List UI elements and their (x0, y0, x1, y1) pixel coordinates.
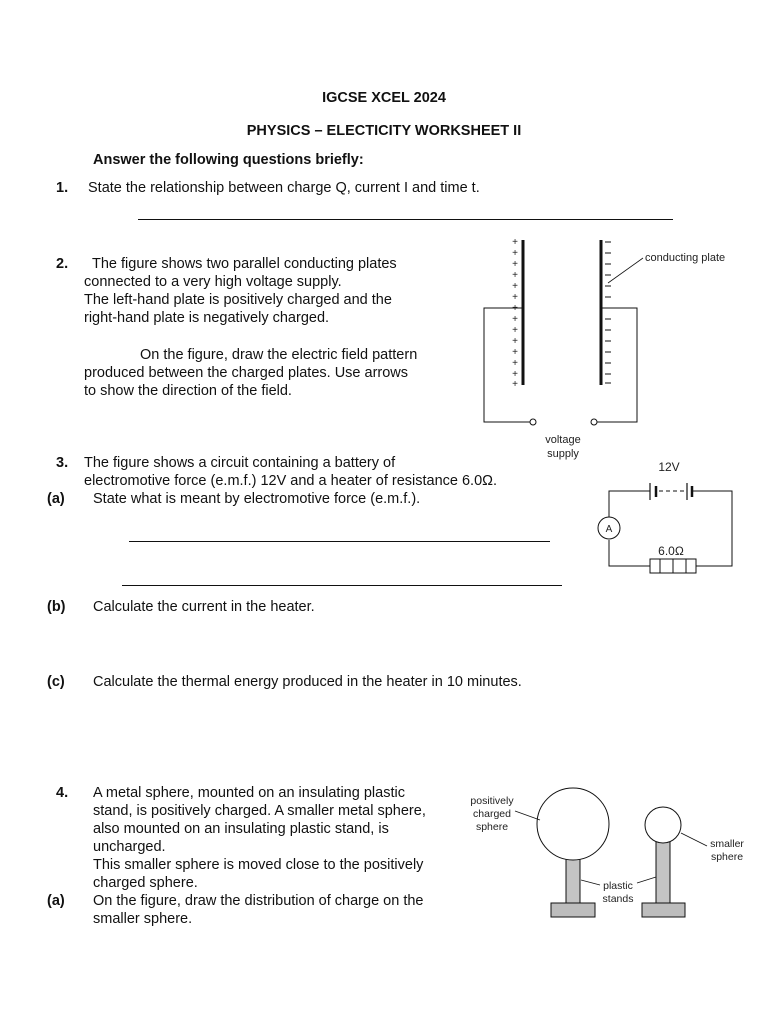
q1-text: State the relationship between charge Q, current I and time t. (88, 180, 480, 196)
q3b-label: (b) (47, 599, 66, 615)
q4a-line1: On the figure, draw the distribution of charge on the (93, 893, 424, 909)
stand-label-1: plastic (603, 880, 633, 892)
worksheet-subtitle: PHYSICS – ELECTICITY WORKSHEET II (246, 123, 522, 139)
ammeter-label: A (605, 524, 613, 535)
svg-text:+: + (512, 379, 518, 390)
voltage-label: voltage (545, 434, 581, 446)
small-stand-rod (656, 841, 670, 903)
q3a-label: (a) (47, 491, 65, 507)
resistor-label: 6.0Ω (658, 544, 684, 558)
q4-line6: charged sphere. (93, 875, 198, 891)
pos-label-pointer (515, 811, 540, 820)
q3-line2: electromotive force (e.m.f.) 12V and a heater of resistance 6.0Ω. (84, 473, 498, 489)
small-label-pointer (681, 833, 707, 846)
q3b-text: Calculate the current in the heater. (93, 599, 315, 615)
svg-text:+: + (512, 303, 518, 314)
svg-text:+: + (512, 369, 518, 380)
q2-line5: On the figure, draw the electric field pattern (140, 347, 418, 363)
svg-text:+: + (512, 325, 518, 336)
q2-line6: produced between the charged plates. Use arrows (84, 365, 409, 381)
q3c-label: (c) (47, 674, 65, 690)
svg-text:+: + (512, 281, 518, 292)
q2-line4: right-hand plate is negatively charged. (84, 310, 330, 326)
q3-line1: The figure shows a circuit containing a battery of (84, 455, 396, 471)
large-sphere (537, 788, 609, 860)
q2-number: 2. (56, 256, 69, 272)
svg-text:+: + (512, 347, 518, 358)
stand-label-pointer-2 (637, 877, 656, 883)
q4-number: 4. (56, 785, 69, 801)
svg-text:+: + (512, 237, 518, 248)
q2-line3: The left-hand plate is positively charged and the (84, 292, 392, 308)
q2-line1: The figure shows two parallel conducting plates (92, 256, 397, 272)
q4-line2: stand, is positively charged. A smaller metal sphere, (93, 803, 426, 819)
q2-line7: to show the direction of the field. (84, 383, 292, 399)
small-label-2: sphere (710, 851, 744, 863)
supply-label: supply (547, 448, 579, 460)
small-label-1: smaller (710, 838, 744, 850)
small-stand-base (642, 903, 685, 917)
pos-label-3: sphere (475, 821, 509, 833)
large-stand-base (551, 903, 595, 917)
battery-label: 12V (658, 460, 680, 474)
stand-label-2: stands (602, 893, 634, 905)
instruction: Answer the following questions briefly: (93, 152, 364, 168)
q4a-line2: smaller sphere. (93, 911, 193, 927)
q4a-label: (a) (47, 893, 65, 909)
q4-line1: A metal sphere, mounted on an insulating plastic (93, 785, 405, 801)
q3c-text: Calculate the thermal energy produced in the heater in 10 minutes. (93, 674, 522, 690)
svg-text:+: + (512, 336, 518, 347)
worksheet-title: IGCSE XCEL 2024 (322, 90, 446, 106)
q4-line3: also mounted on an insulating plastic stand, is (93, 821, 389, 837)
q4-line4: uncharged. (93, 839, 166, 855)
svg-text:+: + (512, 358, 518, 369)
svg-text:+: + (512, 292, 518, 303)
large-stand-rod (566, 856, 580, 903)
svg-text:+: + (512, 248, 518, 259)
stand-label-pointer-1 (581, 880, 600, 885)
svg-text:+: + (512, 270, 518, 281)
q3a-text: State what is meant by electromotive force (e.m.f.). (93, 491, 421, 507)
q1-number: 1. (56, 180, 69, 196)
q2-line2: connected to a very high voltage supply. (84, 274, 342, 290)
q4-line5: This smaller sphere is moved close to the positively (93, 857, 424, 873)
conducting-plate-label: conducting plate (645, 252, 726, 264)
small-sphere (645, 807, 681, 843)
q3-number: 3. (56, 455, 69, 471)
svg-text:+: + (512, 259, 518, 270)
svg-text:+: + (512, 314, 518, 325)
pos-label-1: positively (470, 795, 514, 807)
pos-label-2: charged (473, 808, 511, 820)
